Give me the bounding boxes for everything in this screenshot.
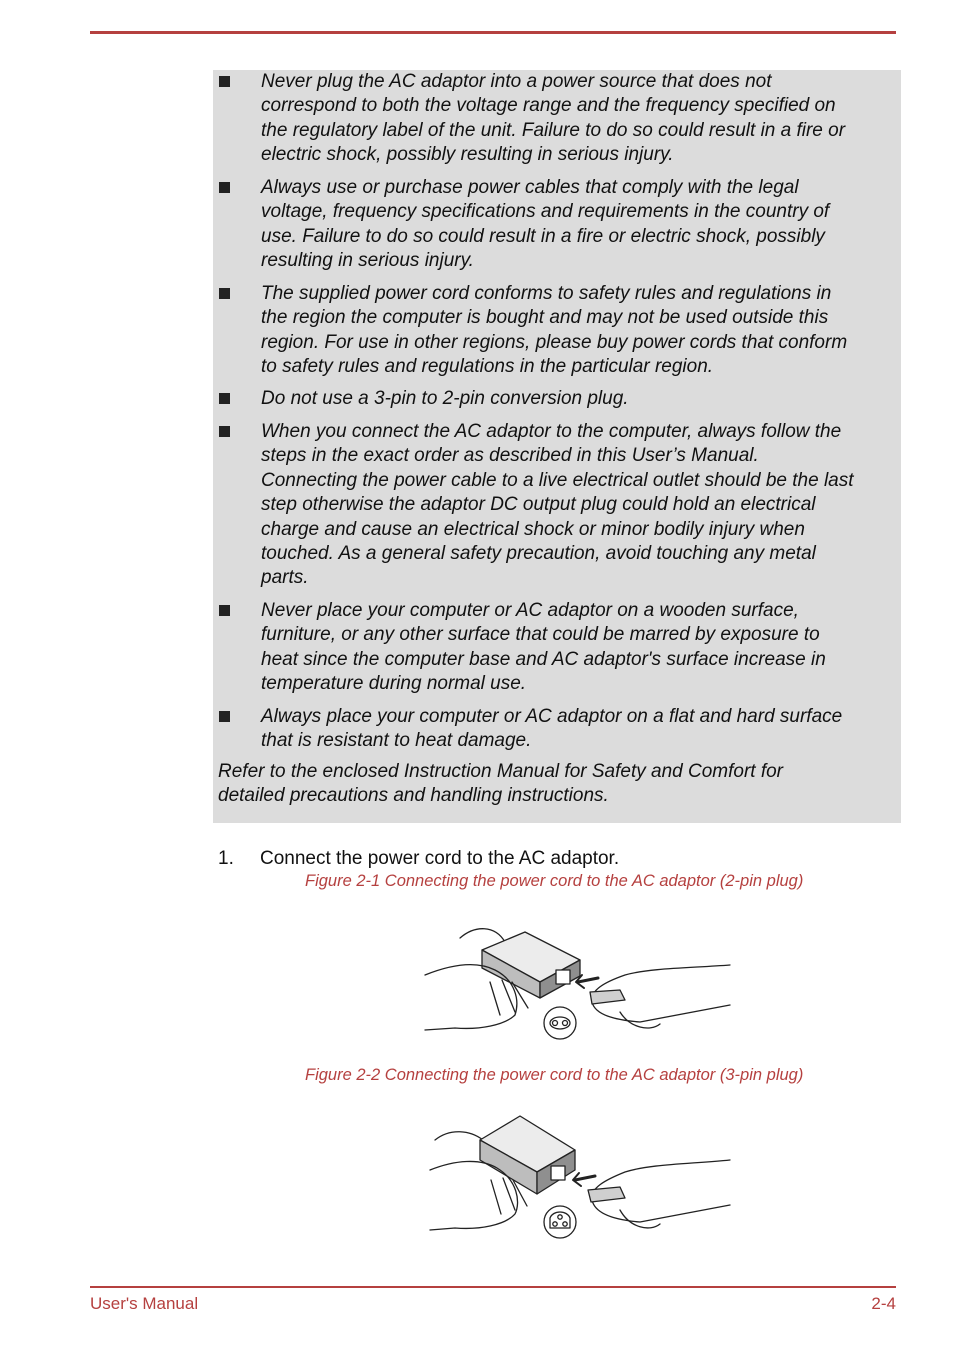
2-pin-socket-icon bbox=[544, 1007, 576, 1039]
refer-note bbox=[218, 760, 898, 809]
bullet-line: Connecting the power cable to a live electrical outlet should be the last bbox=[261, 469, 854, 491]
bullet-line: resulting in serious injury. bbox=[261, 250, 474, 272]
bullet-line: Do not use a 3-pin to 2-pin conversion plug. bbox=[261, 388, 629, 409]
bullet-line: The supplied power cord conforms to safety rules and regulations in bbox=[261, 283, 832, 304]
bullet-line: Never plug the AC adaptor into a power source that does not bbox=[261, 71, 772, 92]
adaptor-cable bbox=[460, 929, 505, 942]
bullet-line: step otherwise the adaptor DC output plug could hold an electrical bbox=[261, 494, 816, 516]
bullet-text bbox=[261, 282, 901, 380]
figure-caption: Figure 2-1 Connecting the power cord to the AC adaptor (2-pin plug) bbox=[305, 872, 804, 890]
footer-rule bbox=[90, 1286, 896, 1288]
footer-page-number: 2-4 bbox=[871, 1294, 896, 1313]
bullet-line: Never place your computer or AC adaptor on a wooden surface, bbox=[261, 600, 799, 621]
square-bullet-icon bbox=[219, 711, 230, 722]
3-pin-socket-icon bbox=[544, 1206, 576, 1238]
bullet-text bbox=[261, 420, 901, 591]
insert-arrow bbox=[575, 1176, 595, 1180]
header-rule bbox=[90, 31, 896, 34]
bullet-line: the regulatory label of the unit. Failure to do so could result in a fire or bbox=[261, 119, 846, 141]
step-text: Connect the power cord to the AC adaptor. bbox=[260, 848, 620, 869]
bullet-text bbox=[261, 70, 901, 168]
bullet-line: Always place your computer or AC adaptor on a flat and hard surface bbox=[261, 706, 843, 727]
bullet-line: steps in the exact order as described in this User’s Manual. bbox=[261, 445, 759, 467]
bullet-line: charge and cause an electrical shock or minor bodily injury when bbox=[261, 518, 805, 540]
bullet-line: Always use or purchase power cables that comply with the legal bbox=[261, 177, 799, 198]
bullet-line: furniture, or any other surface that could be marred by exposure to bbox=[261, 624, 820, 646]
bullet-line: heat since the computer base and AC adaptor's surface increase in bbox=[261, 648, 826, 670]
bullet-text bbox=[261, 705, 901, 754]
figure-3-pin-plug-illustration bbox=[425, 1110, 740, 1245]
power-cord-plug bbox=[590, 990, 625, 1004]
bullet-line: electric shock, possibly resulting in serious injury. bbox=[261, 144, 674, 166]
bullet-line: temperature during normal use. bbox=[261, 673, 527, 695]
figure-caption: Figure 2-2 Connecting the power cord to the AC adaptor (3-pin plug) bbox=[305, 1066, 804, 1084]
bullet-line: to safety rules and regulations in the particular region. bbox=[261, 356, 714, 378]
bullet-line: region. For use in other regions, please buy power cords that conform bbox=[261, 331, 848, 353]
refer-line: detailed precautions and handling instructions. bbox=[218, 785, 609, 807]
safety-note-box bbox=[213, 70, 901, 823]
bullet-line: the region the computer is bought and may not be used outside this bbox=[261, 307, 829, 329]
power-cord-plug bbox=[588, 1187, 625, 1202]
square-bullet-icon bbox=[219, 605, 230, 616]
refer-line: Refer to the enclosed Instruction Manual for Safety and Comfort for bbox=[218, 761, 784, 782]
bullet-text bbox=[261, 387, 901, 411]
bullet-line: When you connect the AC adaptor to the computer, always follow the bbox=[261, 421, 842, 442]
square-bullet-icon bbox=[219, 393, 230, 404]
bullet-line: parts. bbox=[261, 567, 309, 589]
square-bullet-icon bbox=[219, 182, 230, 193]
bullet-text bbox=[261, 599, 901, 697]
figure-2-pin-plug-illustration bbox=[420, 920, 740, 1045]
square-bullet-icon bbox=[219, 288, 230, 299]
adaptor-socket bbox=[551, 1166, 565, 1180]
left-hand bbox=[425, 965, 517, 1030]
step-number: 1. bbox=[218, 848, 234, 869]
square-bullet-icon bbox=[219, 76, 230, 87]
bullet-line: use. Failure to do so could result in a fire or electric shock, possibly bbox=[261, 225, 825, 247]
bullet-line: correspond to both the voltage range and the frequency specified on bbox=[261, 95, 836, 117]
bullet-line: touched. As a general safety precaution, avoid touching any metal bbox=[261, 543, 816, 565]
square-bullet-icon bbox=[219, 426, 230, 437]
footer-manual-title: User's Manual bbox=[90, 1294, 199, 1313]
adaptor-cable bbox=[435, 1132, 483, 1140]
insert-arrow bbox=[578, 978, 598, 982]
bullet-line: voltage, frequency specifications and requirements in the country of bbox=[261, 201, 830, 223]
bullet-text bbox=[261, 176, 901, 274]
adaptor-socket bbox=[556, 970, 570, 984]
bullet-line: that is resistant to heat damage. bbox=[261, 730, 532, 752]
